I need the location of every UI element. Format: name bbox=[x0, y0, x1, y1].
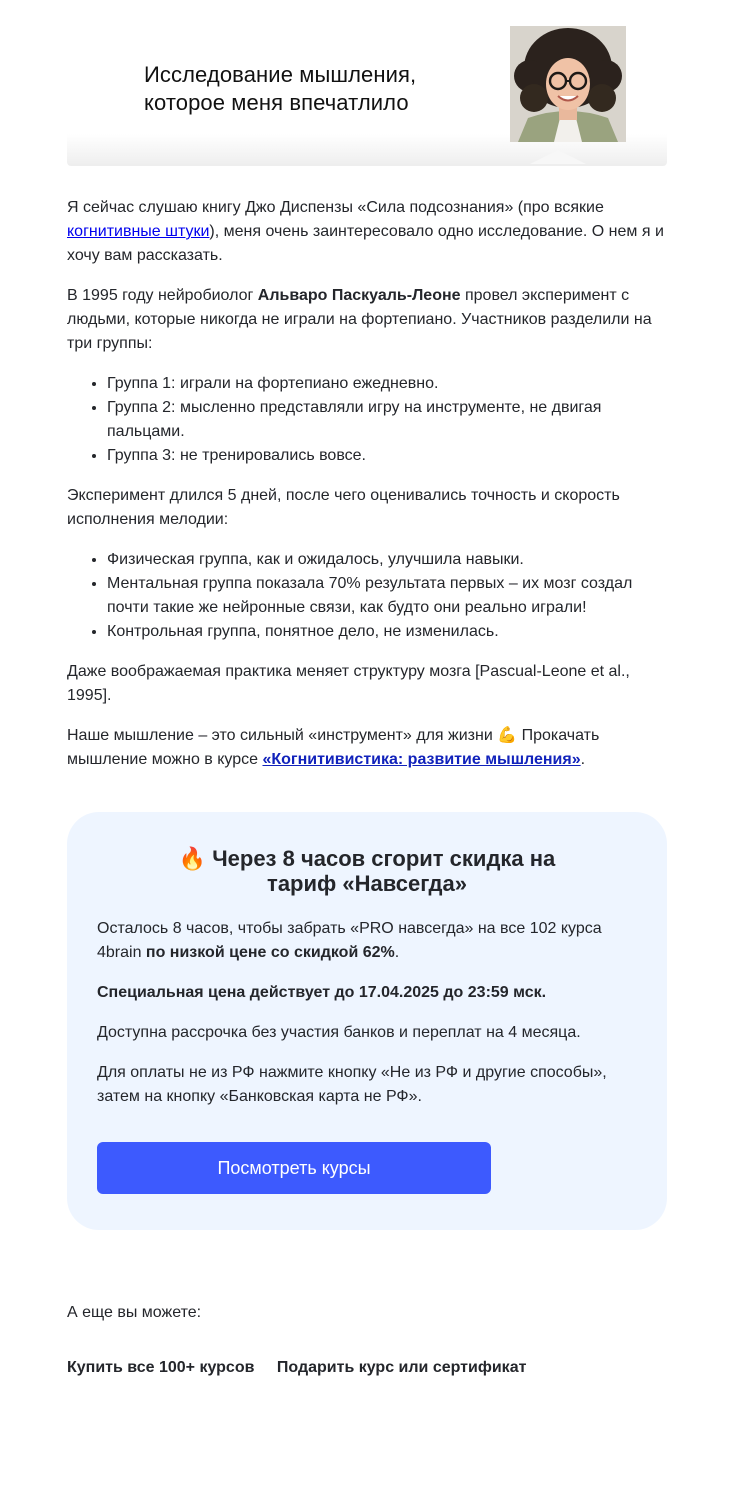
promo-deadline: Специальная цена действует до 17.04.2025 до 23:59 мск. bbox=[97, 984, 547, 1001]
results-list bbox=[67, 548, 667, 644]
promo-installment-paragraph: Доступна рассрочка без участия банков и переплат на 4 месяца. bbox=[97, 1024, 581, 1041]
intro-text: Я сейчас слушаю книгу Джо Диспензы «Сила подсознания» (про всякие bbox=[67, 199, 604, 216]
list-item: • Группа 3: не тренировались вовсе. bbox=[107, 444, 667, 468]
buy-all-courses-link[interactable]: Купить все 100+ курсов bbox=[67, 1359, 255, 1376]
header-title-line1: Исследование мышления, bbox=[144, 62, 417, 87]
promo-title bbox=[97, 846, 637, 896]
author-portrait-icon bbox=[510, 26, 626, 142]
article-body bbox=[67, 196, 667, 788]
promo-deadline-paragraph bbox=[97, 981, 637, 1005]
promo-offer-text-end: . bbox=[394, 944, 400, 961]
promo-discount-text: по низкой цене со скидкой 62% bbox=[145, 944, 395, 961]
promo-title-line1: 🔥 Через 8 часов сгорит скидка на bbox=[178, 846, 556, 871]
cognitive-things-link[interactable]: когнитивные штуки bbox=[67, 223, 210, 240]
conclusion-paragraph: Даже воображаемая практика меняет структуру мозга [Pascual-Leone et al., 1995]. bbox=[67, 663, 630, 704]
header-title bbox=[144, 61, 504, 117]
duration-paragraph: Эксперимент длился 5 дней, после чего оценивались точность и скорость исполнения мелодии: bbox=[67, 487, 620, 528]
author-avatar bbox=[510, 26, 626, 142]
intro-paragraph bbox=[67, 196, 667, 268]
list-item: • Группа 1: играли на фортепиано ежедневно. bbox=[107, 372, 667, 396]
list-item: • Ментальная группа показала 70% результата первых – их мозг создал почти такие же нейронные связи, как будто они реально играли! bbox=[107, 572, 667, 620]
promo-offer-text: Осталось 8 часов, чтобы забрать «PRO навсегда» на все 102 курса 4brain bbox=[97, 920, 602, 961]
footer-links bbox=[67, 1356, 667, 1376]
promo-foreign-payment-paragraph: Для оплаты не из РФ нажмите кнопку «Не из РФ и другие способы», затем на кнопку «Банковская карта не РФ». bbox=[97, 1064, 607, 1105]
view-courses-button[interactable]: Посмотреть курсы bbox=[97, 1142, 491, 1194]
experiment-text-end: провел эксперимент с людьми, которые никогда не играли на фортепиано. Участников разделили на три группы: bbox=[67, 287, 652, 352]
course-link[interactable]: «Когнитивистика: развитие мышления» bbox=[262, 751, 581, 768]
promo-title-line2: тариф «Навсегда» bbox=[267, 871, 467, 896]
intro-text-end: ), меня очень заинтересовало одно исследование. О нем я и хочу вам рассказать. bbox=[67, 223, 664, 264]
groups-list bbox=[67, 372, 667, 468]
list-item: • Физическая группа, как и ожидалось, улучшила навыки. bbox=[107, 548, 667, 572]
experiment-paragraph bbox=[67, 284, 667, 356]
promo-offer-paragraph bbox=[97, 917, 637, 965]
experiment-text: В 1995 году нейробиолог bbox=[67, 287, 258, 304]
header-title-line2: которое меня впечатлило bbox=[144, 90, 409, 115]
header-banner bbox=[67, 0, 667, 170]
course-text: Наше мышление – это сильный «инструмент» для жизни 💪 Прокачать мышление можно в курсе bbox=[67, 727, 600, 768]
list-item: • Контрольная группа, понятное дело, не изменилась. bbox=[107, 620, 667, 644]
course-text-end: . bbox=[580, 751, 586, 768]
course-paragraph bbox=[67, 724, 667, 772]
list-item: • Группа 2: мысленно представляли игру на инструменте, не двигая пальцами. bbox=[107, 396, 667, 444]
header-notch bbox=[530, 150, 586, 164]
email-content bbox=[67, 0, 667, 1376]
more-options-text: А еще вы можете: bbox=[67, 1304, 202, 1321]
scientist-name: Альваро Паскуаль-Леоне bbox=[257, 287, 461, 304]
promo-body bbox=[97, 917, 637, 1125]
discount-promo-card bbox=[67, 812, 667, 1230]
gift-course-link[interactable]: Подарить курс или сертификат bbox=[276, 1359, 527, 1376]
